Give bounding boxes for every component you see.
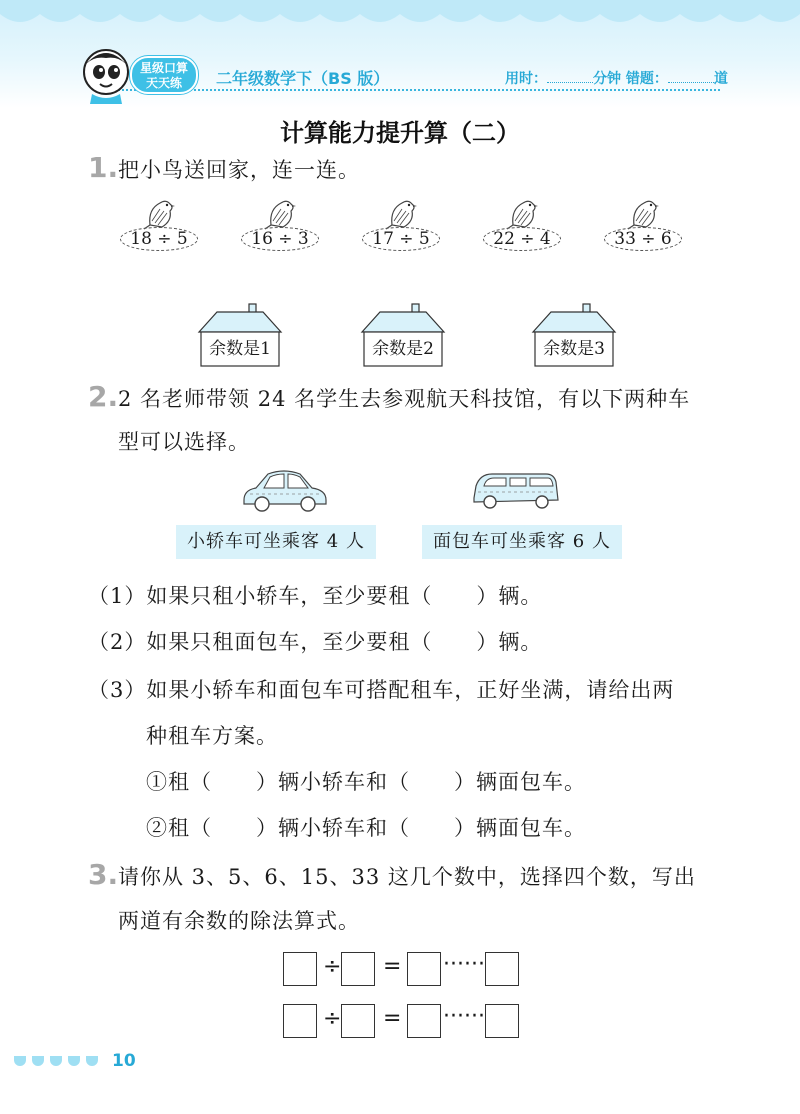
sedan-capacity-label: 小轿车可坐乘客 4 人 [176, 525, 376, 559]
bird-expression: 16 ÷ 3 [241, 227, 319, 251]
quotient-box[interactable] [407, 1004, 441, 1038]
errors-label: 错题： [625, 71, 668, 87]
plan-1: ①租（ ）辆小轿车和（ ）辆面包车。 [146, 770, 586, 794]
house-card[interactable] [531, 302, 617, 368]
remainder-dots: ······ [443, 952, 485, 977]
minibus-capacity-label: 面包车可坐乘客 6 人 [422, 525, 622, 559]
house-label: 余数是3 [543, 339, 605, 359]
question-2-part-3-line-2: 种租车方案。 [146, 724, 278, 748]
quotient-box[interactable] [407, 952, 441, 986]
question-3-line-2: 两道有余数的除法算式。 [118, 909, 360, 933]
bird-card[interactable] [362, 195, 440, 255]
time-info [505, 68, 728, 88]
brand-badge [130, 56, 198, 94]
question-1-text: 把小鸟送回家，连一连。 [118, 158, 360, 182]
bird-row [0, 195, 800, 255]
brand-line-1: 星级口算 [139, 61, 188, 75]
equals-sign: = [383, 954, 402, 979]
house-card[interactable] [197, 302, 283, 368]
divide-sign: ÷ [323, 1006, 342, 1031]
minibus-icon [470, 468, 560, 512]
brand-line-2: 天天练 [145, 76, 182, 90]
bird-card[interactable] [604, 195, 682, 255]
plan-2: ②租（ ）辆小轿车和（ ）辆面包车。 [146, 816, 586, 840]
question-2-part-2: （2）如果只租面包车，至少要租（ ）辆。 [88, 630, 543, 654]
footer-dot [14, 1056, 26, 1066]
house-label: 余数是2 [372, 339, 434, 359]
question-2-part-3-line-1: （3）如果小轿车和面包车可搭配租车，正好坐满，请给出两 [88, 678, 675, 702]
bird-expression: 17 ÷ 5 [362, 227, 440, 251]
division-formula-1 [283, 952, 523, 988]
minute-label: 分钟 [593, 71, 621, 87]
dividend-box[interactable] [283, 952, 317, 986]
footer-dot [32, 1056, 44, 1066]
bird-card[interactable] [241, 195, 319, 255]
divide-sign: ÷ [323, 954, 342, 979]
question-2-line-2: 型可以选择。 [118, 430, 250, 454]
question-3-line-1: 请你从 3、5、6、15、33 这几个数中，选择四个数，写出 [118, 865, 696, 889]
dividend-box[interactable] [283, 1004, 317, 1038]
question-3-number: 3. [88, 858, 119, 891]
question-2-part-1: （1）如果只租小轿车，至少要租（ ）辆。 [88, 584, 543, 608]
divisor-box[interactable] [341, 1004, 375, 1038]
page-number: 10 [112, 1051, 136, 1071]
remainder-box[interactable] [485, 1004, 519, 1038]
grade-title: 二年级数学下（BS 版） [216, 69, 390, 88]
sedan-car-icon [240, 466, 330, 514]
division-formula-2 [283, 1004, 523, 1040]
bird-expression: 33 ÷ 6 [604, 227, 682, 251]
equals-sign: = [383, 1006, 402, 1031]
footer-dot [68, 1056, 80, 1066]
footer-dot [86, 1056, 98, 1066]
question-2-number: 2. [88, 380, 119, 413]
time-blank [547, 71, 593, 83]
remainder-dots: ······ [443, 1004, 485, 1029]
question-1-number: 1. [88, 151, 119, 184]
page-title: 计算能力提升算（二） [280, 119, 520, 147]
bird-card[interactable] [120, 195, 198, 255]
question-2-line-1: 2 名老师带领 24 名学生去参观航天科技馆，有以下两种车 [118, 387, 691, 411]
bird-card[interactable] [483, 195, 561, 255]
header-divider [110, 89, 720, 91]
divisor-box[interactable] [341, 952, 375, 986]
time-label: 用时： [505, 71, 547, 87]
errors-blank [668, 71, 714, 83]
header-wave-decoration [0, 0, 800, 40]
footer-dot [50, 1056, 62, 1066]
remainder-box[interactable] [485, 952, 519, 986]
house-label: 余数是1 [209, 339, 271, 359]
bird-expression: 22 ÷ 4 [483, 227, 561, 251]
bird-expression: 18 ÷ 5 [120, 227, 198, 251]
question-unit: 道 [713, 71, 728, 87]
mascot-icon [78, 46, 138, 104]
house-card[interactable] [360, 302, 446, 368]
